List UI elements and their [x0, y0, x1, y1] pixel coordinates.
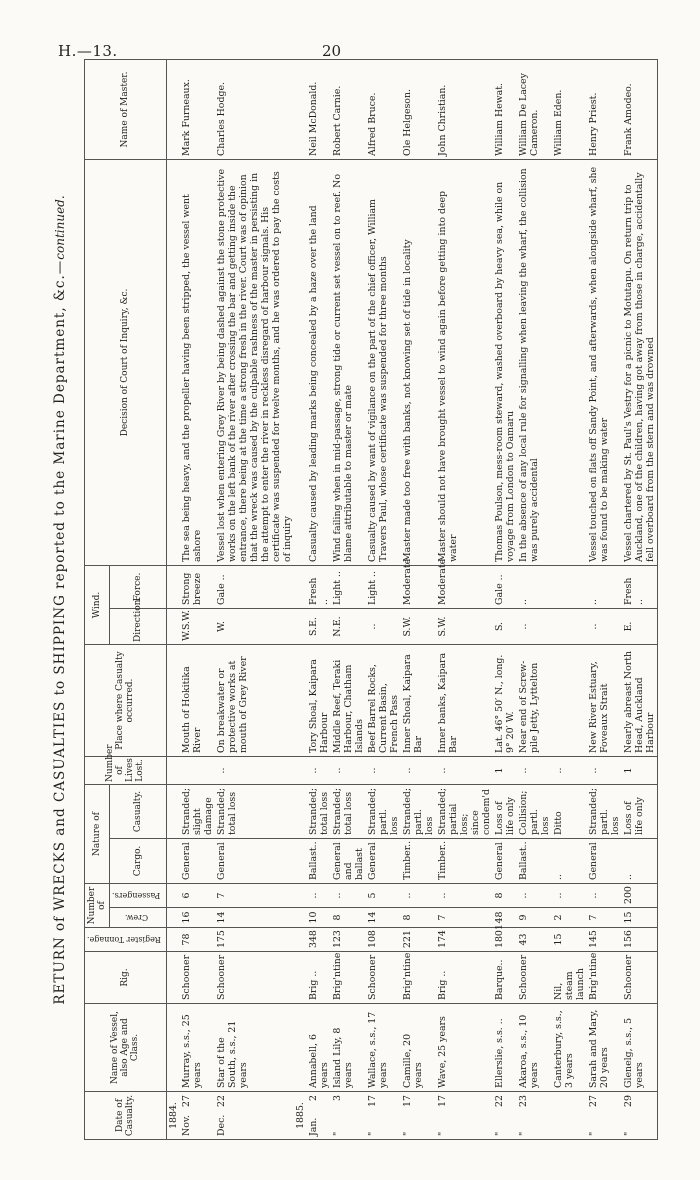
cell-date	[622, 1092, 658, 1140]
cell-crew: 15	[622, 908, 658, 928]
cell-decision	[552, 159, 587, 565]
table-row	[436, 59, 493, 1139]
cell-empty	[166, 839, 180, 884]
cell-decision: Wind failing when in mid-passage, strong tide or current set vessel on to reef. No blame attributable to master or mate	[331, 159, 366, 565]
cell-passengers: ..	[587, 884, 622, 908]
cell-casualty: Stranded; total loss	[215, 785, 294, 839]
cell-empty	[294, 1004, 307, 1092]
cell-empty	[294, 609, 307, 645]
cell-empty	[294, 839, 307, 884]
cell-lives-lost: ..	[587, 757, 622, 785]
cell-crew: 8	[331, 908, 366, 928]
header-tonnage-text: Register Tonnage.	[87, 935, 161, 944]
cell-year: 1884.	[166, 1092, 180, 1140]
cell-empty	[294, 59, 307, 159]
cell-crew: 14	[215, 908, 294, 928]
header-rig: Rig.	[85, 952, 167, 1004]
cell-empty	[166, 928, 180, 952]
cell-place: Mouth of Hokitika River	[180, 645, 215, 757]
rotated-table-page	[52, 60, 692, 1140]
header-decision: Decision of Court of Inquiry, &c.	[85, 159, 167, 565]
cell-passengers: ..	[307, 884, 331, 908]
cell-passengers: ..	[552, 884, 587, 908]
header-tonnage	[85, 928, 167, 952]
cell-casualty: Stranded; partl. loss	[366, 785, 401, 839]
cell-passengers: 8	[493, 884, 517, 908]
cell-rig: Schooner	[215, 952, 294, 1004]
cell-passengers: ..	[517, 884, 552, 908]
header-cargo: Cargo.	[110, 839, 167, 884]
cell-tonnage: 1801	[493, 928, 517, 952]
cell-empty	[166, 565, 180, 608]
cell-master: William Eden.	[552, 59, 587, 159]
cell-tonnage: 174	[436, 928, 493, 952]
cell-passengers: ..	[401, 884, 436, 908]
cell-place: Tory Shoal, Kaipara Harbour	[307, 645, 331, 757]
cell-rig: Schooner	[366, 952, 401, 1004]
cell-place: Lat. 46° 50′ N., long. 9° 20′ W.	[493, 645, 517, 757]
cell-decision: Casualty caused by want of vigilance on the part of the chief officer, William Travers Paul, whose certificate was suspended for three months	[366, 159, 401, 565]
cell-date	[307, 1092, 331, 1140]
cell-cargo: ..	[622, 839, 658, 884]
cell-date	[493, 1092, 517, 1140]
cell-direction: W.S.W.	[180, 609, 215, 645]
cell-vessel: Annabell, 6 years	[307, 1004, 331, 1092]
cell-place: On breakwater or protective works at mouth of Grey River	[215, 645, 294, 757]
cell-place: Near end of Screw-pile Jetty, Lyttelton	[517, 645, 552, 757]
cell-master: Mark Furneaux.	[180, 59, 215, 159]
cell-lives-lost: ..	[436, 757, 493, 785]
cell-rig: Nil, steam launch	[552, 952, 587, 1004]
cell-cargo: General and ballast	[331, 839, 366, 884]
cell-rig: Barque..	[493, 952, 517, 1004]
cell-lives-lost: ..	[401, 757, 436, 785]
cell-crew: 10	[307, 908, 331, 928]
cell-decision: Vessel chartered by St. Paul's Vestry for a picnic to Motutapu. On return trip to Auckland, one of the children, having got away from those in charge, accidentally fell overboard from the stern and was drowned	[622, 159, 658, 565]
cell-empty	[294, 159, 307, 565]
cell-lives-lost: 1	[622, 757, 658, 785]
cell-date-month: Dec.	[215, 1114, 227, 1136]
cell-force: Fresh ..	[307, 565, 331, 608]
cell-empty	[166, 59, 180, 159]
table-title-main: RETURN of WRECKS and CASUALTIES to SHIPPING reported to the Marine Department, &c.—	[52, 259, 68, 1005]
cell-master: William Hewat.	[493, 59, 517, 159]
table-row	[215, 59, 294, 1139]
table-row	[552, 59, 587, 1139]
cell-date-month: "	[401, 1131, 413, 1136]
cell-direction: ..	[366, 609, 401, 645]
cell-cargo: Timber..	[401, 839, 436, 884]
cell-date	[331, 1092, 366, 1140]
cell-date	[215, 1092, 294, 1140]
header-nature-of: Nature of	[85, 785, 110, 884]
cell-casualty: Loss of life only	[622, 785, 658, 839]
table-row	[307, 59, 331, 1139]
cell-tonnage: 15	[552, 928, 587, 952]
header-crew-text: Crew.	[124, 913, 149, 922]
cell-casualty: Stranded; total loss	[331, 785, 366, 839]
cell-empty	[166, 159, 180, 565]
cell-empty	[294, 757, 307, 785]
cell-lives-lost: ..	[552, 757, 587, 785]
cell-force: Gale ..	[215, 565, 294, 608]
cell-force: Fresh ..	[622, 565, 658, 608]
cell-date-month: Jan.	[307, 1117, 319, 1136]
cell-cargo: General	[366, 839, 401, 884]
cell-date-day: 17	[436, 1095, 448, 1107]
cell-direction: W.	[215, 609, 294, 645]
cell-vessel: Wallace, s.s., 17 years	[366, 1004, 401, 1092]
cell-rig: Brig'ntine	[401, 952, 436, 1004]
cell-passengers: 7	[215, 884, 294, 908]
cell-date	[366, 1092, 401, 1140]
cell-empty	[166, 1004, 180, 1092]
cell-rig: Schooner	[517, 952, 552, 1004]
cell-crew: 2	[552, 908, 587, 928]
cell-lives-lost: 1	[493, 757, 517, 785]
cell-master: Henry Priest.	[587, 59, 622, 159]
cell-master: Frank Amodeo.	[622, 59, 658, 159]
header-force: Force.	[110, 565, 167, 608]
year-row	[166, 59, 180, 1139]
cell-date-month: "	[436, 1131, 448, 1136]
cell-place: Inner banks, Kaipara Bar	[436, 645, 493, 757]
cell-place: Beef Barrel Rocks, Current Basin, French Pass	[366, 645, 401, 757]
year-row	[294, 59, 307, 1139]
table-title	[52, 60, 76, 1140]
table-row	[517, 59, 552, 1139]
cell-force	[552, 565, 587, 608]
cell-passengers: 6	[180, 884, 215, 908]
cell-force: Moderate	[401, 565, 436, 608]
cell-date-month: "	[366, 1131, 378, 1136]
cell-vessel: Canterbury, s.s., 3 years	[552, 1004, 587, 1092]
cell-vessel: Island Lily, 8 years	[331, 1004, 366, 1092]
cell-vessel: Murray, s.s., 25 years	[180, 1004, 215, 1092]
cell-force: ..	[517, 565, 552, 608]
header-passengers	[110, 884, 167, 908]
cell-decision: Vessel touched on flats off Sandy Point, and afterwards, when alongside wharf, she was found to be making water	[587, 159, 622, 565]
cell-direction: E.	[622, 609, 658, 645]
cell-passengers: ..	[331, 884, 366, 908]
header-direction: Direction.	[110, 609, 167, 645]
cell-vessel: Wave, 25 years	[436, 1004, 493, 1092]
cell-place: Inner Shoal, Kaipara Bar	[401, 645, 436, 757]
cell-date	[517, 1092, 552, 1140]
cell-empty	[166, 609, 180, 645]
header-master: Name of Master.	[85, 59, 167, 159]
cell-vessel: Sarah and Mary, 20 years	[587, 1004, 622, 1092]
cell-rig: Brig ..	[307, 952, 331, 1004]
header-casualty: Casualty.	[110, 785, 167, 839]
cell-casualty: Loss of life only	[493, 785, 517, 839]
cell-date-day: 17	[366, 1095, 378, 1107]
cell-date	[587, 1092, 622, 1140]
cell-cargo: Timber..	[436, 839, 493, 884]
cell-crew: 7	[587, 908, 622, 928]
cell-decision: Master should not have brought vessel to wind again before getting into deep water	[436, 159, 493, 565]
cell-place: Nearly abreast North Head, Auckland Harbour	[622, 645, 658, 757]
cell-date-day: 23	[517, 1095, 529, 1107]
cell-decision: The sea being heavy, and the propeller having been stripped, the vessel went ashore	[180, 159, 215, 565]
cell-lives-lost: ..	[366, 757, 401, 785]
cell-vessel: Glenelg, s.s., 5 years	[622, 1004, 658, 1092]
table-row	[493, 59, 517, 1139]
cell-master: John Christian.	[436, 59, 493, 159]
cell-date-day: 29	[622, 1095, 634, 1107]
cell-empty	[294, 785, 307, 839]
cell-rig: Brig ..	[436, 952, 493, 1004]
cell-vessel: Star of the South, s.s., 21 years	[215, 1004, 294, 1092]
cell-empty	[294, 645, 307, 757]
cell-casualty: Stranded; partial loss; since condem'd	[436, 785, 493, 839]
header-number-of: Number of	[85, 884, 110, 928]
cell-date	[180, 1092, 215, 1140]
cell-passengers: 200	[622, 884, 658, 908]
cell-crew: 14	[366, 908, 401, 928]
cell-empty	[294, 952, 307, 1004]
cell-date-month: "	[622, 1131, 634, 1136]
cell-direction: S.W.	[401, 609, 436, 645]
cell-master: Robert Carnie.	[331, 59, 366, 159]
table-body	[166, 59, 657, 1139]
table-row	[587, 59, 622, 1139]
cell-force: Light ..	[366, 565, 401, 608]
table-row	[331, 59, 366, 1139]
cell-place	[552, 645, 587, 757]
cell-empty	[166, 908, 180, 928]
header-passengers-text: Passengers.	[112, 891, 161, 900]
cell-decision: In the absence of any local rule for signalling when leaving the wharf, the collision was purely accidental	[517, 159, 552, 565]
cell-crew: 48	[493, 908, 517, 928]
cell-empty	[166, 952, 180, 1004]
cell-force: Moderate	[436, 565, 493, 608]
cell-date	[552, 1092, 587, 1140]
cell-master: Neil McDonald.	[307, 59, 331, 159]
cell-date-day: 27	[587, 1095, 599, 1107]
cell-crew: 16	[180, 908, 215, 928]
header-crew	[110, 908, 167, 928]
cell-date	[401, 1092, 436, 1140]
cell-tonnage: 108	[366, 928, 401, 952]
cell-vessel: Camille, 20 years	[401, 1004, 436, 1092]
table-row	[401, 59, 436, 1139]
wrecks-table	[84, 59, 658, 1140]
cell-tonnage: 43	[517, 928, 552, 952]
cell-date-day: 2	[307, 1095, 319, 1101]
cell-date-month: "	[517, 1131, 529, 1136]
cell-cargo: ..	[552, 839, 587, 884]
cell-rig: Brig'ntine	[331, 952, 366, 1004]
cell-force: ..	[587, 565, 622, 608]
cell-date-day: 3	[331, 1095, 343, 1101]
cell-crew: 9	[517, 908, 552, 928]
cell-date	[436, 1092, 493, 1140]
cell-force: Gale ..	[493, 565, 517, 608]
cell-decision: Master made too free with banks, not knowing set of tide in locality	[401, 159, 436, 565]
cell-empty	[294, 565, 307, 608]
table-title-continued: continued.	[53, 195, 67, 260]
cell-lives-lost: ..	[215, 757, 294, 785]
cell-empty	[294, 928, 307, 952]
cell-passengers: 5	[366, 884, 401, 908]
cell-date-month: "	[493, 1131, 505, 1136]
cell-casualty: Ditto	[552, 785, 587, 839]
cell-tonnage: 156	[622, 928, 658, 952]
page-number: 20	[322, 42, 342, 60]
cell-lives-lost: ..	[331, 757, 366, 785]
cell-rig: Schooner	[622, 952, 658, 1004]
cell-empty	[166, 884, 180, 908]
cell-vessel: Ellerslie, s.s. ..	[493, 1004, 517, 1092]
cell-casualty: Stranded; slight damage	[180, 785, 215, 839]
cell-force: Light ..	[331, 565, 366, 608]
cell-casualty: Stranded; partl. loss	[401, 785, 436, 839]
cell-cargo: General	[215, 839, 294, 884]
cell-rig: Brig'ntine	[587, 952, 622, 1004]
cell-date-day: 27	[180, 1095, 192, 1107]
cell-date-month: "	[331, 1131, 343, 1136]
header-vessel: Name of Vessel, also Age and Class.	[85, 1004, 167, 1092]
cell-master: William De Lacey Cameron.	[517, 59, 552, 159]
header-place: Place where Casualty occurred.	[85, 645, 167, 757]
cell-tonnage: 221	[401, 928, 436, 952]
cell-cargo: Ballast..	[307, 839, 331, 884]
cell-decision: Casualty caused by leading marks being concealed by a haze over the land	[307, 159, 331, 565]
cell-place: Middle Reef, Teraki Harbour, Chatham Islands	[331, 645, 366, 757]
cell-tonnage: 348	[307, 928, 331, 952]
cell-direction	[552, 609, 587, 645]
cell-empty	[294, 884, 307, 908]
table-row	[622, 59, 658, 1139]
cell-empty	[166, 785, 180, 839]
cell-direction: S.	[493, 609, 517, 645]
cell-year: 1885.	[294, 1092, 307, 1140]
cell-casualty: Stranded; total loss	[307, 785, 331, 839]
cell-tonnage: 78	[180, 928, 215, 952]
cell-direction: S.W.	[436, 609, 493, 645]
cell-casualty: Collision; partl. loss	[517, 785, 552, 839]
cell-crew: 7	[436, 908, 493, 928]
cell-decision: Thomas Poulson, mess-room steward, washed overboard by heavy sea, while on voyage from London to Oamaru	[493, 159, 517, 565]
table-row	[180, 59, 215, 1139]
cell-master: Ole Helgeson.	[401, 59, 436, 159]
cell-force: Strong breeze	[180, 565, 215, 608]
cell-cargo: General	[180, 839, 215, 884]
cell-casualty: Stranded; partl. loss	[587, 785, 622, 839]
cell-passengers: ..	[436, 884, 493, 908]
cell-cargo: Ballast..	[517, 839, 552, 884]
cell-empty	[294, 908, 307, 928]
header-lives-lost: Number of Lives Lost.	[85, 757, 167, 785]
cell-tonnage: 145	[587, 928, 622, 952]
cell-tonnage: 175	[215, 928, 294, 952]
cell-date-day: 22	[493, 1095, 505, 1107]
cell-cargo: General	[493, 839, 517, 884]
table-row	[366, 59, 401, 1139]
cell-date-day: 22	[215, 1095, 227, 1107]
cell-empty	[166, 645, 180, 757]
cell-lives-lost: ..	[517, 757, 552, 785]
cell-decision: Vessel lost when entering Grey River by being dashed against the stone protective works on the left bank of the river after crossing the bar and getting inside the entrance, there being at the time a strong fresh in the river. Court was of opinion that the wreck was caused by the culpable rashness of the master in persisting in the attempt to enter the river in reckless disregard of harbour signals. His certificate was suspended for twelve months, and he was ordered to pay the costs of inquiry	[215, 159, 294, 565]
cell-place: New River Estuary, Foveaux Strait	[587, 645, 622, 757]
cell-lives-lost: ..	[307, 757, 331, 785]
cell-cargo: General	[587, 839, 622, 884]
cell-master: Alfred Bruce.	[366, 59, 401, 159]
cell-direction: S.E.	[307, 609, 331, 645]
cell-date-month: Nov.	[180, 1114, 192, 1136]
cell-tonnage: 123	[331, 928, 366, 952]
cell-vessel: Akaroa, s.s., 10 years	[517, 1004, 552, 1092]
header-date: Date of Casualty.	[85, 1092, 167, 1140]
cell-lives-lost	[180, 757, 215, 785]
cell-date-day: 17	[401, 1095, 413, 1107]
cell-direction: ..	[587, 609, 622, 645]
cell-empty	[166, 757, 180, 785]
cell-master: Charles Hodge.	[215, 59, 294, 159]
cell-direction: N.E.	[331, 609, 366, 645]
cell-direction: ..	[517, 609, 552, 645]
cell-rig: Schooner	[180, 952, 215, 1004]
header-wind: Wind.	[85, 565, 110, 644]
cell-crew: 8	[401, 908, 436, 928]
cell-date-month: "	[587, 1131, 599, 1136]
page-reference: H.—13.	[58, 42, 118, 60]
